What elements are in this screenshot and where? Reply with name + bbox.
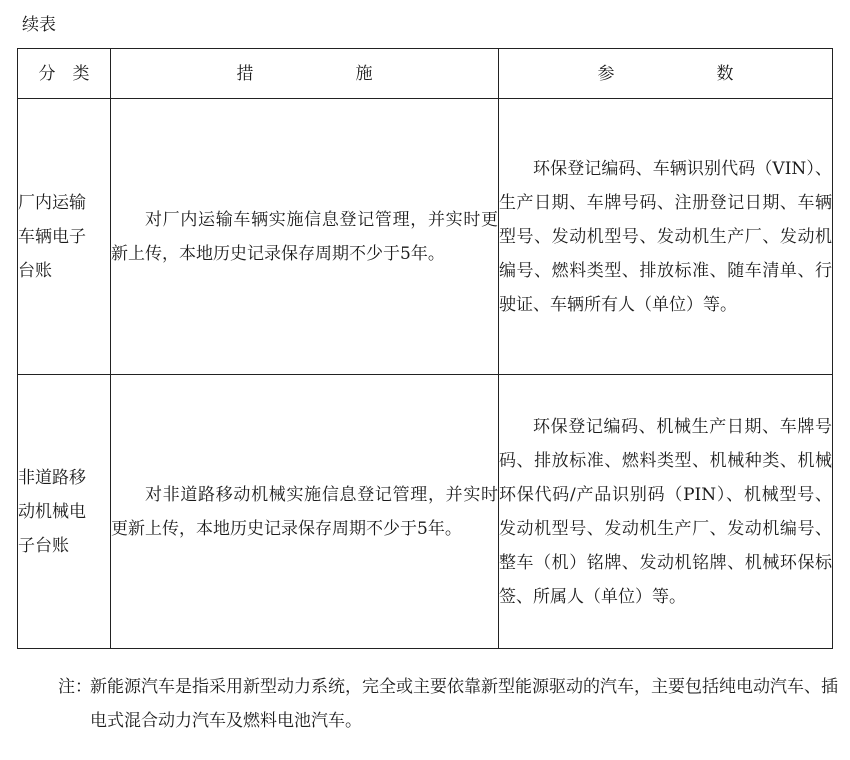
row-parameters-cell (499, 375, 833, 649)
table-row (18, 99, 833, 375)
row-parameters-cell (499, 99, 833, 375)
row-measure-cell (111, 99, 499, 375)
footnote (58, 670, 838, 738)
footnote-label: 注： (58, 677, 92, 697)
table-row (18, 375, 833, 649)
row-parameters: 环保登记编码、机械生产日期、车牌号码、排放标准、燃料类型、机械种类、机械环保代码/产品识别码（PIN）、机械型号、发动机型号、发动机生产厂、发动机编号、整车（机）铭牌、发动机铭牌、机械环保标签、所属人（单位）等。 (499, 416, 832, 607)
row-category-cell (18, 99, 111, 375)
footnote-text: 新能源汽车是指采用新型动力系统，完全或主要依靠新型能源驱动的汽车，主要包括纯电动汽车、插电式混合动力汽车及燃料电池汽车。 (90, 677, 838, 731)
ledger-table (17, 48, 833, 649)
row-measure: 对厂内运输车辆实施信息登记管理，并实时更新上传，本地历史记录保存周期不少于5年。 (111, 209, 498, 264)
row-measure: 对非道路移动机械实施信息登记管理，并实时更新上传，本地历史记录保存周期不少于5年。 (111, 484, 498, 539)
header-measure: 措 施 (111, 49, 499, 99)
row-category-cell (18, 375, 111, 649)
header-parameters: 参 数 (499, 49, 833, 99)
row-category: 厂内运输车辆电子台账 (18, 192, 86, 281)
row-measure-cell (111, 375, 499, 649)
table-header-row (18, 49, 833, 99)
row-category: 非道路移动机械电子台账 (18, 467, 86, 556)
row-parameters: 环保登记编码、车辆识别代码（VIN）、生产日期、车牌号码、注册登记日期、车辆型号、发动机型号、发动机生产厂、发动机编号、燃料类型、排放标准、随车清单、行驶证、车辆所有人（单位）等。 (499, 158, 832, 315)
table-continuation-caption: 续表 (22, 15, 56, 35)
header-category: 分 类 (18, 49, 111, 99)
